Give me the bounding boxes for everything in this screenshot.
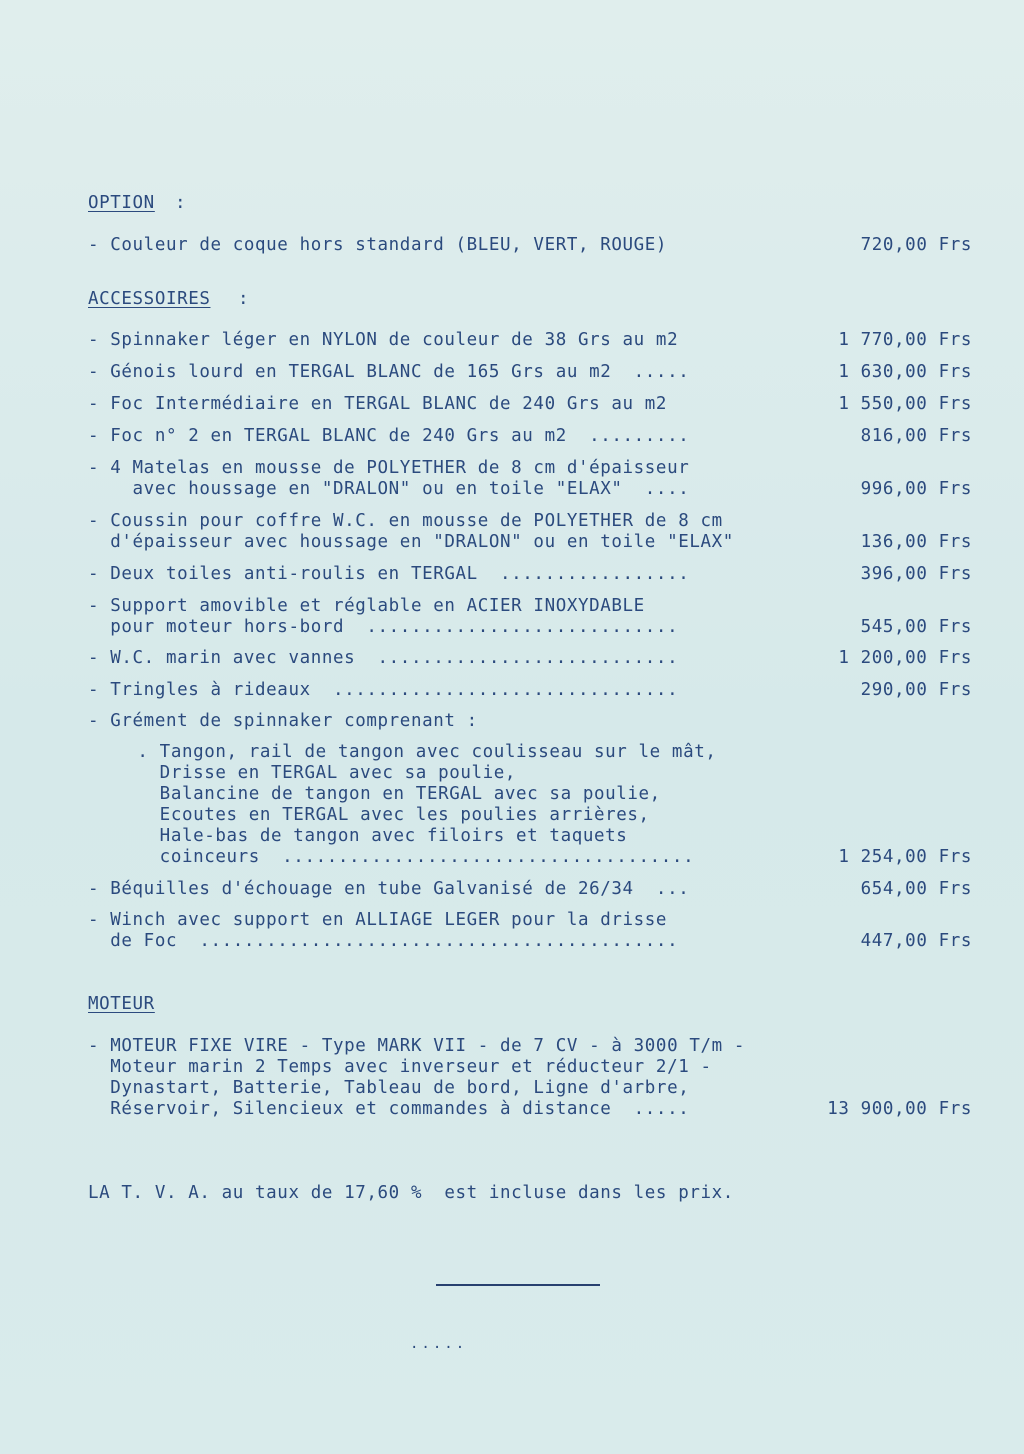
accessoire-line: - Coussin pour coffre W.C. en mousse de POLYETHER de 8 cm (88, 511, 723, 531)
accessoire-price: 654,00 Frs (860, 879, 972, 899)
moteur-line: Dynastart, Batterie, Tableau de bord, Ligne d'arbre, (88, 1078, 690, 1098)
accessoire-price: 447,00 Frs (860, 931, 972, 951)
accessoire-line: - W.C. marin avec vannes ........................... (88, 648, 679, 668)
bottom-dots: ..... (410, 1336, 468, 1352)
accessoire-subline: Ecoutes en TERGAL avec les poulies arrières, (104, 805, 650, 825)
accessoire-line: - Winch avec support en ALLIAGE LEGER pour la drisse (88, 910, 668, 930)
tva-note: LA T. V. A. au taux de 17,60 % est incluse dans les prix. (88, 1183, 734, 1203)
accessoire-price: 996,00 Frs (860, 479, 972, 499)
accessoire-price: 545,00 Frs (860, 617, 972, 637)
accessoire-subline: coinceurs ..................................... (104, 847, 695, 867)
moteur-line: - MOTEUR FIXE VIRE - Type MARK VII - de 7 CV - à 3000 T/m - (88, 1036, 746, 1056)
accessoire-price: 1 254,00 Frs (838, 847, 972, 867)
accessoire-price: 136,00 Frs (860, 532, 972, 552)
accessoire-line: - Génois lourd en TERGAL BLANC de 165 Grs au m2 ..... (88, 362, 690, 382)
accessoire-price: 396,00 Frs (860, 564, 972, 584)
accessoire-price: 290,00 Frs (860, 680, 972, 700)
accessoire-line: - Deux toiles anti-roulis en TERGAL ................. (88, 564, 690, 584)
accessoire-line: - 4 Matelas en mousse de POLYETHER de 8 cm d'épaisseur (88, 458, 690, 478)
accessoires-heading-colon: : (238, 289, 250, 309)
option-price: 720,00 Frs (860, 235, 972, 255)
accessoire-subline: Hale-bas de tangon avec filoirs et taquets (104, 826, 628, 846)
accessoire-price: 1 630,00 Frs (838, 362, 972, 382)
accessoire-line: - Spinnaker léger en NYLON de couleur de 38 Grs au m2 (88, 330, 679, 350)
divider-rule (436, 1284, 600, 1286)
accessoire-subline: Balancine de tangon en TERGAL avec sa poulie, (104, 784, 661, 804)
option-line: - Couleur de coque hors standard (BLEU, VERT, ROUGE) (88, 235, 668, 255)
accessoire-line: pour moteur hors-bord ............................ (88, 617, 679, 637)
accessoire-price: 816,00 Frs (860, 426, 972, 446)
accessoire-line: - Foc Intermédiaire en TERGAL BLANC de 240 Grs au m2 (88, 394, 668, 414)
accessoire-subline: Drisse en TERGAL avec sa poulie, (104, 763, 517, 783)
moteur-price: 13 900,00 Frs (827, 1099, 972, 1119)
moteur-line: Réservoir, Silencieux et commandes à distance ..... (88, 1099, 690, 1119)
accessoire-line: d'épaisseur avec houssage en "DRALON" ou en toile "ELAX" (88, 532, 734, 552)
accessoire-line: - Support amovible et réglable en ACIER INOXYDABLE (88, 596, 645, 616)
moteur-heading: MOTEUR (88, 994, 155, 1014)
accessoire-line: de Foc ........................................... (88, 931, 679, 951)
accessoire-price: 1 770,00 Frs (838, 330, 972, 350)
moteur-line: Moteur marin 2 Temps avec inverseur et réducteur 2/1 - (88, 1057, 712, 1077)
option-heading-colon: : (175, 193, 187, 213)
accessoire-line: - Foc n° 2 en TERGAL BLANC de 240 Grs au m2 ......... (88, 426, 690, 446)
accessoire-price: 1 200,00 Frs (838, 648, 972, 668)
accessoire-line: - Grément de spinnaker comprenant : (88, 711, 478, 731)
option-heading: OPTION (88, 193, 155, 213)
accessoires-heading: ACCESSOIRES (88, 289, 211, 309)
accessoire-price: 1 550,00 Frs (838, 394, 972, 414)
accessoire-line: - Tringles à rideaux ............................... (88, 680, 679, 700)
accessoire-line: avec houssage en "DRALON" ou en toile "ELAX" .... (88, 479, 690, 499)
accessoire-subline: . Tangon, rail de tangon avec coulisseau sur le mât, (104, 742, 717, 762)
accessoire-line: - Béquilles d'échouage en tube Galvanisé de 26/34 ... (88, 879, 690, 899)
